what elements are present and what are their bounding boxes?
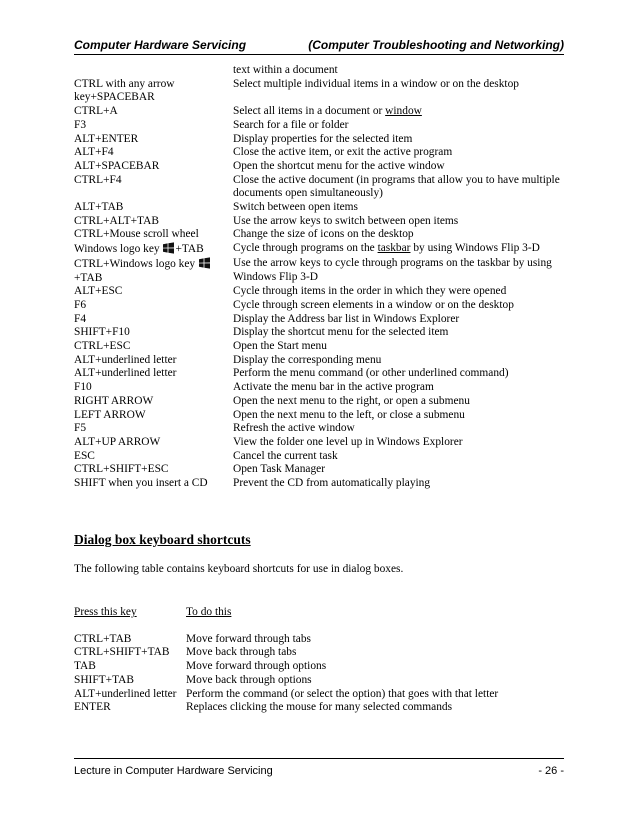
table-row xyxy=(74,463,574,477)
shortcut-desc: Switch between open items xyxy=(233,201,358,214)
table-row xyxy=(74,450,574,464)
shortcut-desc: Search for a file or folder xyxy=(233,118,349,131)
shortcut-desc: Change the size of icons on the desktop xyxy=(233,228,414,241)
shortcut-key: ALT+TAB xyxy=(74,201,124,214)
table-row xyxy=(74,367,574,381)
shortcut-desc: Display properties for the selected item xyxy=(233,132,413,145)
page-footer xyxy=(74,758,564,779)
table-row xyxy=(74,215,574,229)
taskbar-link[interactable]: taskbar xyxy=(377,242,411,255)
table-row xyxy=(74,133,574,147)
shortcut-table xyxy=(74,64,574,491)
table-row xyxy=(74,422,574,436)
shortcut-key: CTRL with any arrow xyxy=(74,77,175,90)
table-row xyxy=(74,285,574,299)
table-row xyxy=(74,395,574,409)
table-row xyxy=(74,257,574,285)
table-row xyxy=(74,201,574,215)
key-text: +TAB xyxy=(74,271,103,284)
shortcut-key: CTRL+Mouse scroll wheel xyxy=(74,228,199,241)
shortcut-desc: Move back through tabs xyxy=(186,646,297,659)
shortcut-key: F4 xyxy=(74,312,87,325)
shortcut-desc: View the folder one level up in Windows Explorer xyxy=(233,435,463,448)
shortcut-key: CTRL+ALT+TAB xyxy=(74,214,159,227)
table-row xyxy=(74,174,574,201)
table-row xyxy=(74,228,574,242)
shortcut-desc: Activate the menu bar in the active program xyxy=(233,381,434,394)
table-row xyxy=(74,477,574,491)
shortcut-desc: Move forward through tabs xyxy=(186,632,311,645)
table-row xyxy=(74,160,574,174)
shortcut-desc xyxy=(233,105,573,119)
shortcut-key: CTRL+F4 xyxy=(74,173,122,186)
table-header xyxy=(74,606,574,620)
header-left-title: Computer Hardware Servicing xyxy=(74,38,247,52)
column-header-key: Press this key xyxy=(74,606,137,618)
table-row xyxy=(74,633,574,647)
shortcut-desc: Close the active item, or exit the active program xyxy=(233,146,453,159)
shortcut-key: key+SPACEBAR xyxy=(74,91,155,104)
table-row xyxy=(74,242,574,257)
shortcut-key: F5 xyxy=(74,422,87,435)
shortcut-key xyxy=(74,242,233,257)
window-link[interactable]: window xyxy=(385,105,422,118)
shortcut-key: SHIFT when you insert a CD xyxy=(74,477,208,490)
shortcut-key: ALT+UP ARROW xyxy=(74,435,161,448)
shortcut-desc: Display the shortcut menu for the selected item xyxy=(233,326,449,339)
shortcut-key: SHIFT+TAB xyxy=(74,673,134,686)
shortcut-key: ALT+underlined letter xyxy=(74,367,177,380)
dialog-shortcut-table xyxy=(74,606,574,715)
shortcut-desc: Open the next menu to the left, or close a submenu xyxy=(233,408,465,421)
table-row xyxy=(74,701,574,715)
shortcut-key: CTRL+TAB xyxy=(74,632,132,645)
shortcut-desc: Open Task Manager xyxy=(233,463,325,476)
shortcut-desc: Display the Address bar list in Windows Explorer xyxy=(233,312,460,325)
desc-text: Cycle through programs on the xyxy=(233,242,378,255)
shortcut-desc: Open the next menu to the right, or open a submenu xyxy=(233,394,470,407)
shortcut-key: SHIFT+F10 xyxy=(74,326,130,339)
shortcut-desc: text within a document xyxy=(233,64,338,76)
shortcut-desc: Close the active document (in programs that allow you to have multiple documents open simultaneously) xyxy=(233,173,560,200)
shortcut-desc: Select multiple individual items in a window or on the desktop xyxy=(233,77,519,90)
footer-left-text: Lecture in Computer Hardware Servicing xyxy=(74,765,273,777)
shortcut-key: CTRL+A xyxy=(74,105,118,118)
shortcut-desc: Perform the menu command (or other underlined command) xyxy=(233,367,509,380)
shortcut-desc: Cancel the current task xyxy=(233,449,338,462)
table-row xyxy=(74,409,574,423)
table-row xyxy=(74,78,574,92)
shortcut-desc: Display the corresponding menu xyxy=(233,353,382,366)
shortcut-desc: Prevent the CD from automatically playing xyxy=(233,477,431,490)
header-right-title: (Computer Troubleshooting and Networking) xyxy=(308,38,564,52)
shortcut-desc: Move back through options xyxy=(186,673,312,686)
shortcut-desc: Open the Start menu xyxy=(233,340,327,353)
table-row xyxy=(74,436,574,450)
table-row xyxy=(74,326,574,340)
table-row xyxy=(74,64,574,78)
key-text: Windows logo key xyxy=(74,243,163,256)
shortcut-key: TAB xyxy=(74,660,96,673)
table-row xyxy=(74,340,574,354)
shortcut-key: CTRL+SHIFT+ESC xyxy=(74,463,169,476)
shortcut-key: ALT+underlined letter xyxy=(74,687,177,700)
shortcut-desc: Cycle through items in the order in which they were opened xyxy=(233,285,507,298)
shortcut-desc: Perform the command (or select the option) that goes with that letter xyxy=(186,687,499,700)
shortcut-key: ALT+ESC xyxy=(74,285,123,298)
shortcut-desc: Use the arrow keys to switch between open items xyxy=(233,214,459,227)
table-row xyxy=(74,146,574,160)
table-row xyxy=(74,674,574,688)
desc-text: by using Windows Flip 3-D xyxy=(410,242,540,255)
shortcut-key: F10 xyxy=(74,381,92,394)
table-row xyxy=(74,119,574,133)
table-row xyxy=(74,91,574,105)
page-header xyxy=(74,36,564,55)
shortcut-desc: Refresh the active window xyxy=(233,422,355,435)
desc-text: Select all items in a document or xyxy=(233,105,386,118)
shortcut-key: CTRL+SHIFT+TAB xyxy=(74,646,170,659)
shortcut-key: ALT+SPACEBAR xyxy=(74,159,160,172)
section-title: Dialog box keyboard shortcuts xyxy=(74,532,251,547)
table-row xyxy=(74,354,574,368)
shortcut-desc xyxy=(233,91,573,105)
key-text: CTRL+Windows logo key xyxy=(74,257,198,270)
shortcut-key: ALT+ENTER xyxy=(74,132,139,145)
shortcut-key: LEFT ARROW xyxy=(74,408,146,421)
shortcut-desc xyxy=(233,242,573,257)
shortcut-key xyxy=(74,257,233,285)
table-row xyxy=(74,381,574,395)
table-row xyxy=(74,105,574,119)
shortcut-key: RIGHT ARROW xyxy=(74,394,154,407)
shortcut-key xyxy=(74,64,233,78)
shortcut-key: ALT+F4 xyxy=(74,146,114,159)
windows-logo-icon xyxy=(162,242,175,254)
table-row xyxy=(74,313,574,327)
shortcut-key: ALT+underlined letter xyxy=(74,353,177,366)
shortcut-desc: Use the arrow keys to cycle through programs on the taskbar by using Windows Flip 3-D xyxy=(233,256,552,283)
shortcut-key: ENTER xyxy=(74,701,111,714)
shortcut-key: CTRL+ESC xyxy=(74,340,131,353)
column-header-desc: To do this xyxy=(186,606,232,618)
windows-logo-icon xyxy=(198,257,211,269)
table-row xyxy=(74,646,574,660)
shortcut-key: F6 xyxy=(74,298,87,311)
key-text: +TAB xyxy=(175,243,204,256)
shortcut-desc: Cycle through screen elements in a window or on the desktop xyxy=(233,298,514,311)
table-row xyxy=(74,660,574,674)
shortcut-key: ESC xyxy=(74,449,95,462)
shortcut-desc: Open the shortcut menu for the active window xyxy=(233,159,445,172)
section-intro: The following table contains keyboard shortcuts for use in dialog boxes. xyxy=(74,563,404,575)
table-row xyxy=(74,688,574,702)
shortcut-desc: Replaces clicking the mouse for many selected commands xyxy=(186,701,453,714)
shortcut-key: F3 xyxy=(74,118,87,131)
shortcut-desc: Move forward through options xyxy=(186,660,327,673)
page-number: - 26 - xyxy=(538,765,564,777)
table-row xyxy=(74,299,574,313)
